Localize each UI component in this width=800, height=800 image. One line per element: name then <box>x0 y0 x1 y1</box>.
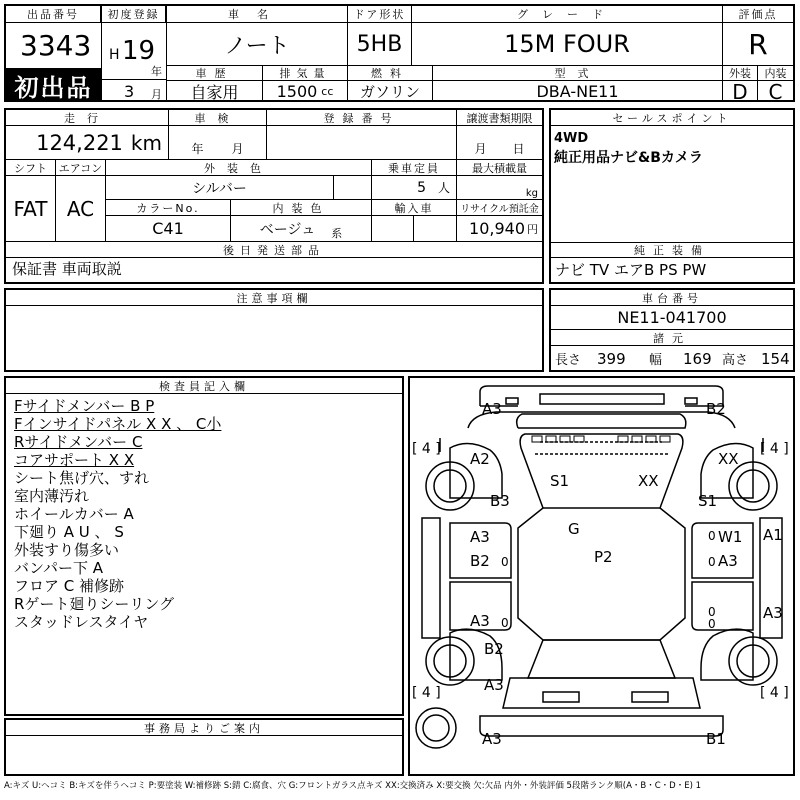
rear-bumper-outline <box>480 716 723 736</box>
equipment-label: 純正装備 <box>551 242 793 258</box>
exterior-label: 外装 <box>723 66 758 81</box>
score-label: 評価点 <box>723 6 793 23</box>
load-label: 最大積載量 <box>457 160 542 176</box>
damage-mark: A3 <box>763 604 783 622</box>
width: 169 <box>683 350 712 368</box>
damage-mark: B1 <box>706 730 726 748</box>
length: 399 <box>597 350 626 368</box>
load <box>457 176 542 200</box>
color: シルバー <box>106 176 334 200</box>
mileage-value: 124,221 <box>36 130 123 155</box>
damage-mark: A1 <box>763 526 783 544</box>
length-label: 長さ <box>555 353 582 368</box>
damage-mark: G <box>568 520 580 538</box>
office-block <box>4 718 404 776</box>
sales-point-2: 純正用品ナビ&Bカメラ <box>554 150 703 166</box>
chassis-label: 車台番号 <box>551 290 793 306</box>
displacement-unit: cc <box>321 85 334 98</box>
office-label: 事務局よりご案内 <box>6 720 402 736</box>
car-name-label: 車名 <box>167 6 348 23</box>
exterior-score: D <box>723 81 758 102</box>
car-outline <box>410 378 793 774</box>
model-code: DBA-NE11 <box>433 81 723 102</box>
grille-outline <box>540 394 664 404</box>
shift: FAT <box>6 176 56 242</box>
door-type: 5HB <box>348 23 412 66</box>
windshield-outline <box>520 434 683 508</box>
door-label: ドア形状 <box>348 6 412 23</box>
inspector-note: スタッドレスタイヤ <box>14 613 149 631</box>
seats-label: 乗車定員 <box>372 160 457 176</box>
door-zero-mark: 0 <box>501 555 509 569</box>
inspector-block <box>4 376 404 716</box>
displacement-value: 1500 <box>276 82 318 101</box>
inspector-note: Rサイドメンバー C <box>14 433 143 451</box>
import-right <box>414 216 457 242</box>
inspector-note: 外装すり傷多い <box>14 541 120 559</box>
plate-number <box>267 126 457 160</box>
caution-block <box>4 288 544 372</box>
recycle-value: 10,940 <box>469 219 525 238</box>
inspector-note: 下廻り A U 、 S <box>14 523 124 541</box>
tire-tread-mark: [ 4 ] <box>760 685 789 701</box>
rear-glass-outline <box>528 640 675 678</box>
door-zero-mark: 0 <box>501 616 509 630</box>
reg-year: 19 <box>122 36 156 66</box>
shift-label: シフト <box>6 160 56 176</box>
inspector-note: ホイールカバー A <box>14 505 134 523</box>
damage-mark: A3 <box>718 552 738 570</box>
reg-month: 3 <box>124 82 135 101</box>
lot-label: 出品番号 <box>6 6 101 23</box>
damage-mark: A3 <box>482 400 502 418</box>
int-color <box>231 216 372 242</box>
inspector-note: Rゲート廻りシーリング <box>14 595 175 613</box>
recycle-label: リサイクル預託金 <box>457 200 542 216</box>
grade: 15M FOUR <box>412 23 723 66</box>
damage-mark: P2 <box>594 548 613 566</box>
chassis-number: NE11-041700 <box>551 306 793 330</box>
inspector-note: コアサポート X X <box>14 451 135 469</box>
history: 自家用 <box>167 81 263 102</box>
inspector-label: 検査員記入欄 <box>6 378 402 394</box>
divider <box>102 79 166 80</box>
era: H <box>109 47 120 63</box>
inspector-note: フロア C 補修跡 <box>14 577 125 595</box>
transfer-day-unit: 日 <box>512 142 525 156</box>
sales-block <box>549 108 795 284</box>
ac: AC <box>56 176 106 242</box>
damage-mark: B2 <box>706 400 726 418</box>
model-label: 型式 <box>433 66 723 81</box>
mileage-unit: km <box>130 130 162 155</box>
width-label: 幅 <box>649 353 663 368</box>
interior-label: 内装 <box>758 66 793 81</box>
ac-label: エアコン <box>56 160 106 176</box>
damage-mark: A3 <box>482 730 502 748</box>
transfer-label: 譲渡書類期限 <box>457 110 542 126</box>
int-color-value: ベージュ <box>259 221 316 238</box>
damage-mark: XX <box>718 450 739 468</box>
damage-mark: S1 <box>698 492 718 510</box>
height: 154 <box>761 350 790 368</box>
door-zero-mark: 0 <box>708 617 716 631</box>
transfer-month-unit: 月 <box>474 142 487 156</box>
dims-label: 諸元 <box>551 330 793 346</box>
damage-mark: XX <box>638 472 659 490</box>
color-no-label: カラーNo. <box>106 200 231 216</box>
door-zero-mark: 0 <box>708 605 716 619</box>
fuel-label: 燃料 <box>348 66 433 81</box>
seats-value: 5 <box>417 179 426 196</box>
later-parts-label: 後日発送部品 <box>6 242 542 258</box>
later-parts: 保証書 車両取説 <box>12 260 122 278</box>
damage-mark: B2 <box>470 552 490 570</box>
door-zero-mark: 0 <box>708 555 716 569</box>
history-label: 車歴 <box>167 66 263 81</box>
inspector-note: Fサイドメンバー B P <box>14 397 155 415</box>
grade-label: グレード <box>412 6 723 23</box>
mileage <box>6 126 169 160</box>
damage-mark: A3 <box>484 676 504 694</box>
int-color-unit: 系 <box>331 226 343 240</box>
equipment: ナビ TV エアB PS PW <box>555 261 707 279</box>
transfer-date <box>457 126 542 160</box>
sales-label: セールスポイント <box>551 110 793 126</box>
inspector-note: Fインサイドパネル X X 、 C小 <box>14 415 222 433</box>
damage-mark: A3 <box>470 528 490 546</box>
recycle-unit: 円 <box>527 222 538 236</box>
damage-mark: S1 <box>550 472 570 490</box>
color-extra <box>334 176 372 200</box>
car-diagram <box>408 376 795 776</box>
seats <box>372 176 457 200</box>
fuel: ガソリン <box>348 81 433 102</box>
front-bumper-outline <box>480 386 723 406</box>
plate-label: 登録番号 <box>267 110 457 126</box>
mileage-label: 走行 <box>6 110 169 126</box>
inspector-note: 室内薄汚れ <box>14 487 90 505</box>
tire-tread-mark: [ 4 ] <box>412 441 441 457</box>
first-reg-label: 初度登録 <box>102 6 166 23</box>
inspection-month-unit: 月 <box>231 142 244 156</box>
inspector-note: シート焦げ穴、すれ <box>14 469 150 487</box>
import-label: 輸入車 <box>372 200 457 216</box>
lot-number: 3343 <box>20 29 92 62</box>
first-listing-badge: 初出品 <box>6 68 101 102</box>
color-label: 外装色 <box>106 160 372 176</box>
chassis-block <box>549 288 795 372</box>
interior-score: C <box>768 81 783 102</box>
door-zero-mark: 0 <box>708 529 716 543</box>
displacement-label: 排気量 <box>263 66 348 81</box>
displacement <box>263 81 348 102</box>
inspection-date <box>169 126 267 160</box>
header-block <box>4 4 795 102</box>
car-name: ノート <box>167 23 348 66</box>
recycle <box>457 216 542 242</box>
sales-point-1: 4WD <box>554 131 589 146</box>
damage-mark: W1 <box>718 528 743 546</box>
color-no: C41 <box>106 216 231 242</box>
details-block <box>4 108 544 284</box>
score: R <box>723 23 793 66</box>
inspection-year-unit: 年 <box>191 142 204 156</box>
damage-mark: B3 <box>490 492 510 510</box>
tire-tread-mark: [ 4 ] <box>760 441 789 457</box>
caution-label: 注意事項欄 <box>6 290 542 306</box>
legend: A:キズ U:ヘコミ B:キズを伴うヘコミ P:要塗装 W:補修跡 S:錆 C:腐食、穴 G:フロントガラス点キズ XX:交換済み X:要交換 欠:欠品 内外・外装評価 5段階ランク順(A・B・C・D・E) 1 <box>4 781 702 791</box>
import-left <box>372 216 414 242</box>
damage-mark: A3 <box>470 612 490 630</box>
damage-mark: B2 <box>484 640 504 658</box>
rear-right-door-outline <box>692 582 753 630</box>
year-unit: 年 <box>151 65 162 78</box>
inspector-note: バンパー下 A <box>14 559 103 577</box>
inspection-label: 車検 <box>169 110 267 126</box>
month-unit: 月 <box>151 88 162 101</box>
tire-tread-mark: [ 4 ] <box>412 685 441 701</box>
load-unit: kg <box>525 188 538 199</box>
int-color-label: 内装色 <box>231 200 372 216</box>
damage-mark: A2 <box>470 450 490 468</box>
height-label: 高さ <box>722 353 749 368</box>
seats-unit: 人 <box>437 181 450 195</box>
